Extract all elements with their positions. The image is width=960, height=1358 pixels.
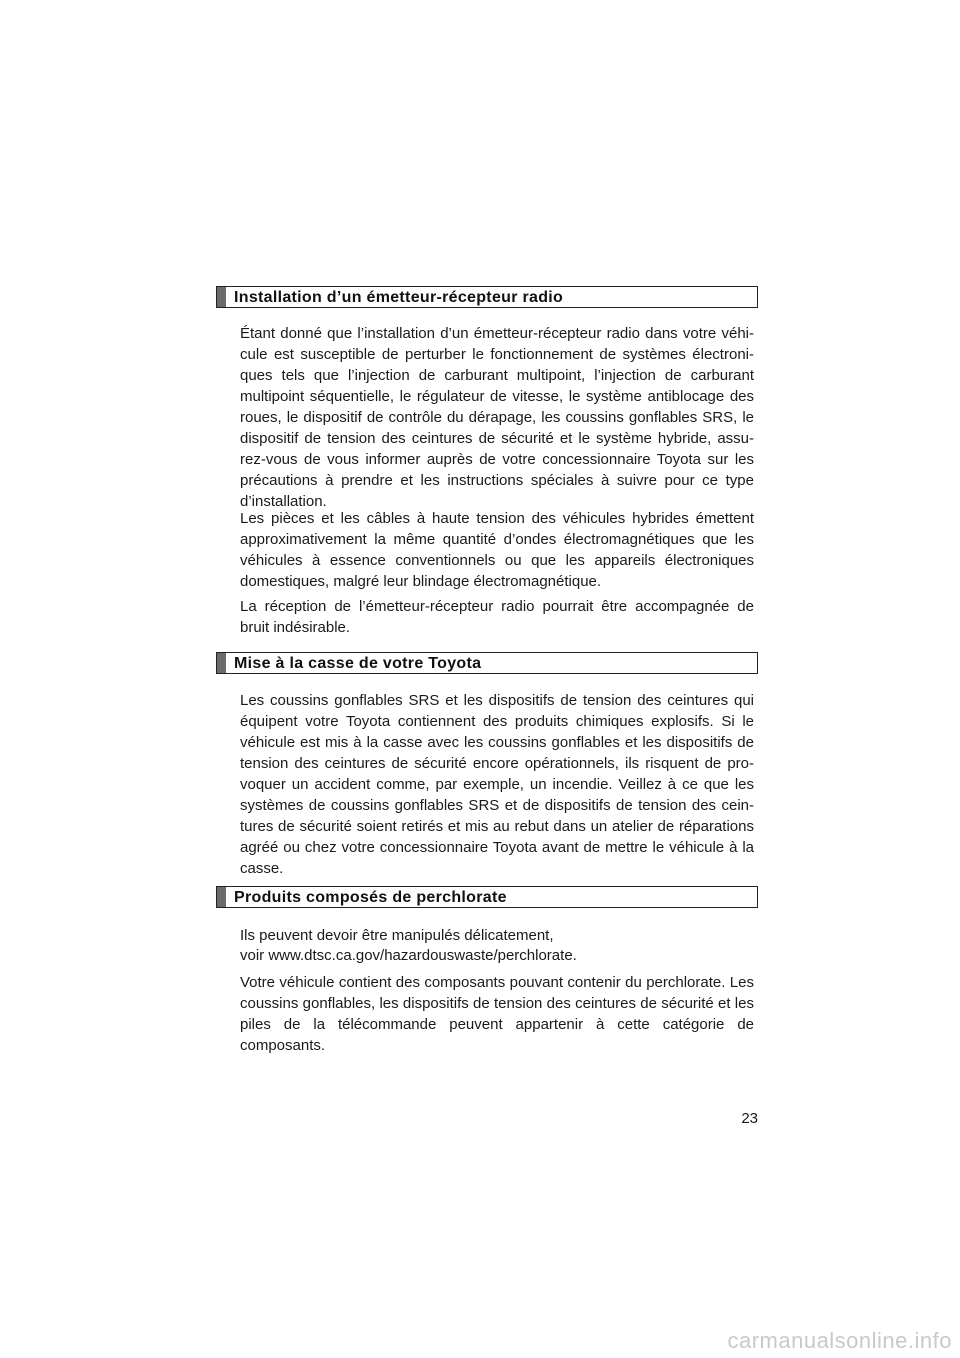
section-header-radio [216, 286, 758, 308]
section-header-bar [217, 887, 226, 907]
paragraph: Les coussins gonflables SRS et les dispositifs de tension des ceintures qui équipent votre Toyota contiennent des produits chimiques explosifs. Si le véhicule est mis à la casse avec les coussins gonflables et les dispositifs de tension des ceintures de sécurité encore opérationnels, ils risquent de provoquer un accident comme, par exemple, un incendie. Veillez à ce que les systèmes de coussins gonflables SRS et de dispositifs de tension des ceintures de sécurité soient retirés et mis au rebut dans un atelier de réparations agréé ou chez votre concessionnaire Toyota avant de mettre le véhicule à la casse. [240, 692, 754, 877]
section-header-bar [217, 287, 226, 307]
section-header-bar [217, 653, 226, 673]
paragraph: Étant donné que l’installation d’un émetteur-récepteur radio dans votre véhicule est susceptible de perturber le fonctionnement de systèmes électroniques tels que l’injection de carburant multipoint, l’injection de carburant multipoint séquentielle, le régulateur de vitesse, le système antiblocage des roues, le dispositif de contrôle du dérapage, les coussins gonflables SRS, le dispositif de tension des ceintures de sécurité et le système hybride, assurez-vous de vous informer auprès de votre concessionnaire Toyota sur les précautions à prendre et les instructions spéciales à suivre pour ce type d’installation. [240, 325, 754, 510]
section-title: Mise à la casse de votre Toyota [234, 655, 482, 672]
paragraph: Ils peuvent devoir être manipulés délicatement, [240, 927, 554, 944]
paragraph: Les pièces et les câbles à haute tension des véhicules hybrides émettent approximativement la même quantité d’ondes électromagnétiques que les véhicules à essence conventionnels ou que les appareils électroniques domestiques, malgré leur blindage électromagnétique. [240, 510, 754, 590]
section-title: Installation d’un émetteur-récepteur radio [234, 289, 564, 306]
section-title: Produits composés de perchlorate [234, 889, 507, 906]
paragraph: Votre véhicule contient des composants pouvant contenir du perchlorate. Les coussins gonflables, les dispositifs de tension des ceintures de sécurité et les piles de la télécommande peuvent appartenir à cette catégorie de composants. [240, 974, 754, 1054]
paragraph: La réception de l’émetteur-récepteur radio pourrait être accompagnée de bruit indésirable. [240, 598, 754, 636]
section-header-scrapping [216, 652, 758, 674]
page-number: 23 [741, 1110, 758, 1127]
watermark: carmanualsonline.info [727, 1328, 952, 1353]
section-header-perchlorate [216, 886, 758, 908]
paragraph-link: voir www.dtsc.ca.gov/hazardouswaste/perchlorate. [240, 947, 577, 964]
